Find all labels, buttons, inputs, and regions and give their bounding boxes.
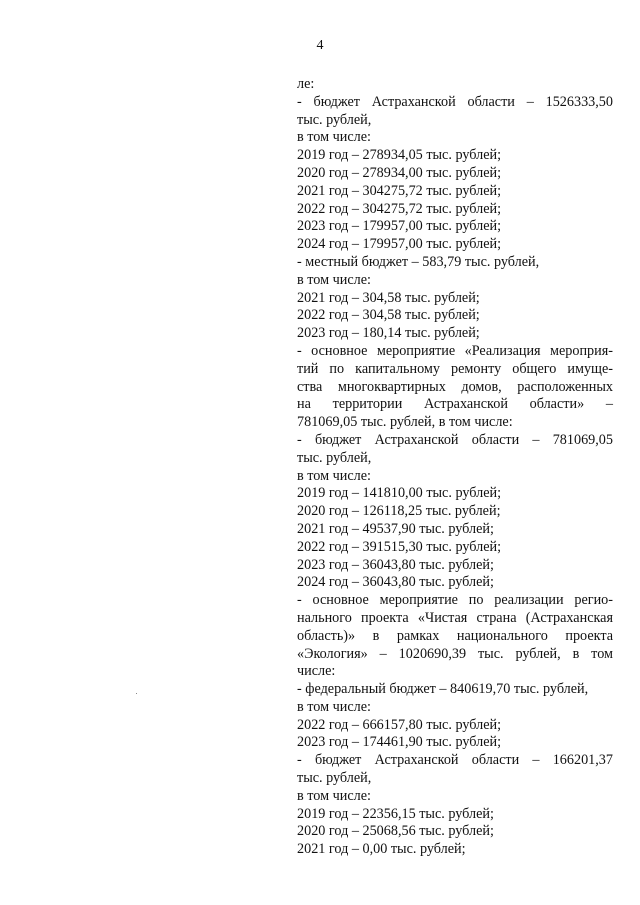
- text-line: 2022 год – 391515,30 тыс. рублей;: [297, 538, 502, 555]
- text-line: в том числе:: [297, 467, 371, 484]
- text-line: 2020 год – 278934,00 тыс. рублей;: [297, 164, 502, 181]
- text-line: 2021 год – 49537,90 тыс. рублей;: [297, 520, 494, 537]
- text-line: 2019 год – 22356,15 тыс. рублей;: [297, 805, 494, 822]
- body-text: [297, 76, 613, 859]
- text-line: в том числе:: [297, 787, 371, 804]
- text-line: ле:: [297, 76, 315, 92]
- text-line: 2022 год – 304,58 тыс. рублей;: [297, 307, 480, 324]
- text-line: - бюджет Астраханской области – 781069,05: [297, 431, 613, 448]
- text-line: - федеральный бюджет – 840619,70 тыс. рублей,: [297, 681, 589, 698]
- text-line: тыс. рублей,: [297, 770, 372, 787]
- text-line: 2020 год – 25068,56 тыс. рублей;: [297, 823, 494, 840]
- text-line: тыс. рублей,: [297, 111, 372, 128]
- text-line: в том числе:: [297, 271, 371, 288]
- text-line: 2023 год – 180,14 тыс. рублей;: [297, 325, 480, 342]
- text-line: 2024 год – 179957,00 тыс. рублей;: [297, 236, 502, 253]
- text-line: нального проекта «Чистая страна (Астраханская: [297, 609, 613, 626]
- scan-speck: [136, 693, 137, 694]
- text-line: тий по капитальному ремонту общего имуще-: [297, 360, 613, 377]
- text-line: числе:: [297, 663, 336, 680]
- text-line: 2021 год – 304275,72 тыс. рублей;: [297, 182, 502, 199]
- text-line: на территории Астраханской области» –: [297, 396, 613, 413]
- text-line: 2019 год – 141810,00 тыс. рублей;: [297, 485, 502, 502]
- text-line: 2019 год – 278934,05 тыс. рублей;: [297, 147, 502, 164]
- page-number: 4: [316, 38, 324, 53]
- text-line: - бюджет Астраханской области – 166201,37: [297, 752, 613, 769]
- text-line: 2023 год – 174461,90 тыс. рублей;: [297, 734, 502, 751]
- text-line: 2022 год – 304275,72 тыс. рублей;: [297, 200, 502, 217]
- text-line: 2021 год – 0,00 тыс. рублей;: [297, 841, 466, 858]
- text-line: 2023 год – 36043,80 тыс. рублей;: [297, 556, 494, 573]
- text-line: 2024 год – 36043,80 тыс. рублей;: [297, 574, 494, 591]
- text-line: 2020 год – 126118,25 тыс. рублей;: [297, 503, 501, 520]
- text-line: ства многоквартирных домов, расположенных: [297, 378, 613, 395]
- text-line: - основное мероприятие «Реализация мероприя-: [297, 342, 613, 359]
- text-line: 2021 год – 304,58 тыс. рублей;: [297, 289, 480, 306]
- text-line: - местный бюджет – 583,79 тыс. рублей,: [297, 253, 540, 270]
- text-line: «Экология» – 1020690,39 тыс. рублей, в том: [297, 645, 613, 662]
- text-line: область)» в рамках национального проекта: [297, 627, 613, 644]
- text-line: - основное мероприятие по реализации регио-: [297, 592, 613, 609]
- text-line: 781069,05 тыс. рублей, в том числе:: [297, 414, 513, 431]
- text-line: - бюджет Астраханской области – 1526333,50: [297, 93, 613, 110]
- text-line: в том числе:: [297, 698, 371, 715]
- text-line: тыс. рублей,: [297, 449, 372, 466]
- text-line: 2023 год – 179957,00 тыс. рублей;: [297, 218, 502, 235]
- text-line: 2022 год – 666157,80 тыс. рублей;: [297, 716, 502, 733]
- text-line: в том числе:: [297, 129, 371, 146]
